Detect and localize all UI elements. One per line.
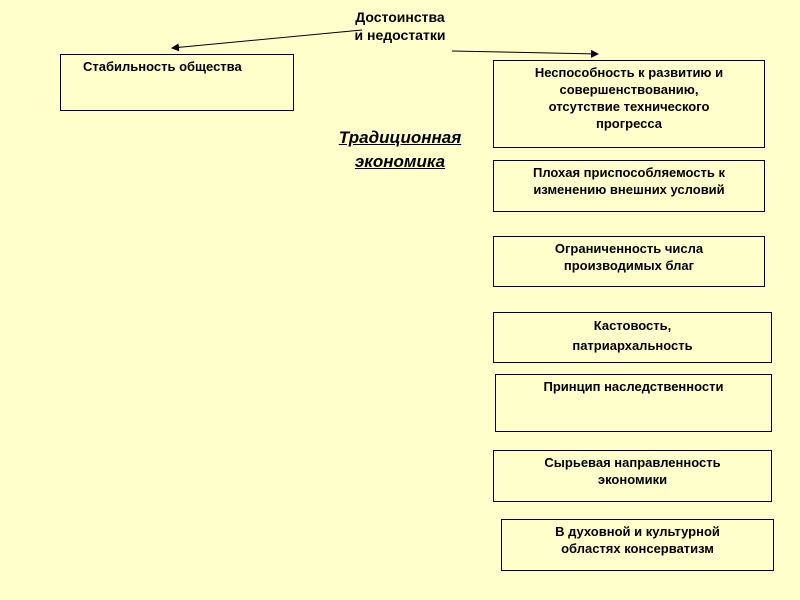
advantage-box-stability — [60, 54, 294, 111]
box-line: Сырьевая направленность — [544, 455, 721, 470]
box-line: Кастовость, — [593, 318, 672, 333]
header-line-2: и недостатки — [354, 27, 446, 43]
disadvantage-box-6 — [493, 450, 772, 502]
advantage-text: Стабильность общества — [83, 59, 242, 74]
disadvantage-box-1 — [493, 60, 765, 148]
arrow-to-disadvantages — [452, 51, 598, 54]
diagram-header — [320, 8, 480, 44]
box-line: отсутствие технического — [548, 99, 710, 114]
box-line: областях консерватизм — [561, 541, 714, 556]
header-line-1: Достоинства — [355, 9, 445, 25]
box-line: Неспособность к развитию и — [534, 65, 724, 80]
box-line: патриархальность — [572, 338, 693, 353]
box-line: совершенствованию, — [559, 82, 699, 97]
disadvantage-box-5 — [495, 374, 772, 432]
disadvantage-box-4 — [493, 312, 772, 363]
center-title-line-2: экономика — [354, 152, 446, 171]
box-line: прогресса — [596, 116, 662, 131]
box-line: Плохая приспособляемость к — [532, 165, 726, 180]
disadvantage-box-7 — [501, 519, 774, 571]
disadvantage-box-2 — [493, 160, 765, 212]
box-line: Ограниченность числа — [554, 241, 704, 256]
center-title-line-1: Традиционная — [338, 128, 462, 147]
box-line: экономики — [597, 472, 668, 487]
box-line: производимых благ — [563, 258, 695, 273]
box-line: В духовной и культурной — [555, 524, 720, 539]
box-line: изменению внешних условий — [533, 182, 725, 197]
box-line: Принцип наследственности — [543, 379, 724, 394]
disadvantage-box-3 — [493, 236, 765, 287]
center-title — [318, 126, 482, 174]
